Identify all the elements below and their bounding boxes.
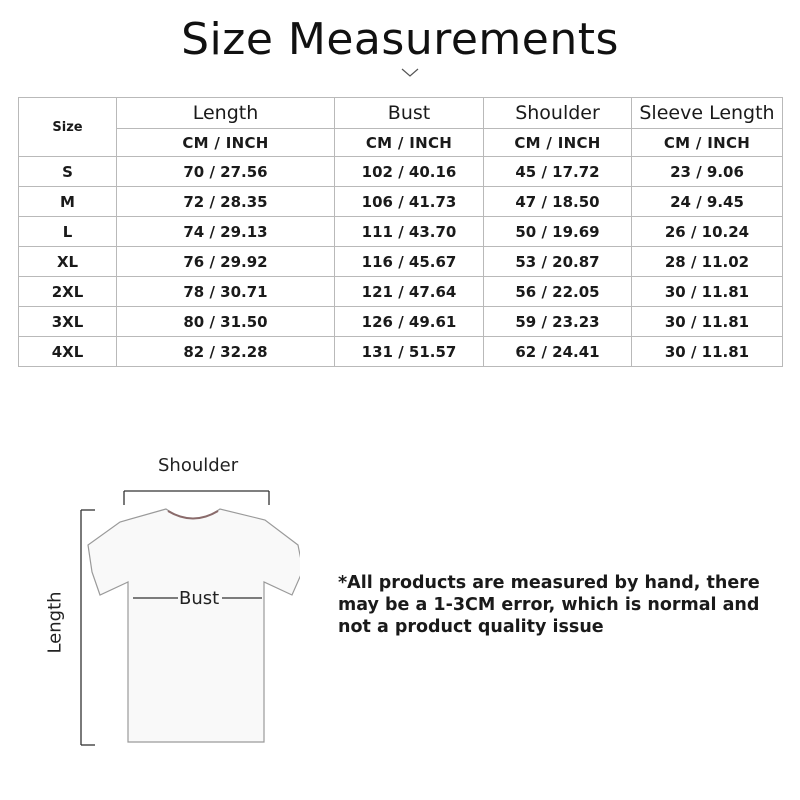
shoulder-cell: 62 / 24.41	[484, 337, 632, 367]
table-row	[19, 157, 783, 187]
sleeve-cell: 30 / 11.81	[632, 307, 783, 337]
sleeve-cell: 24 / 9.45	[632, 187, 783, 217]
sleeve-cell: 28 / 11.02	[632, 247, 783, 277]
unit-label: CM / INCH	[117, 129, 335, 157]
shoulder-cell: 45 / 17.72	[484, 157, 632, 187]
measurement-note: *All products are measured by hand, there may be a 1-3CM error, which is normal and not a product quality issue	[338, 573, 760, 637]
table-row	[19, 337, 783, 367]
shoulder-label: Shoulder	[158, 455, 239, 476]
length-label: Length	[44, 591, 66, 654]
bust-cell: 126 / 49.61	[335, 307, 484, 337]
chevron-down-icon	[401, 68, 419, 78]
shoulder-cell: 53 / 20.87	[484, 247, 632, 277]
table-row	[19, 247, 783, 277]
table-row	[19, 277, 783, 307]
length-cell: 80 / 31.50	[117, 307, 335, 337]
length-cell: 78 / 30.71	[117, 277, 335, 307]
shoulder-cell: 56 / 22.05	[484, 277, 632, 307]
length-cell: 82 / 32.28	[117, 337, 335, 367]
bust-cell: 121 / 47.64	[335, 277, 484, 307]
tshirt-diagram	[40, 450, 300, 770]
column-header-length: Length	[117, 98, 335, 129]
sleeve-cell: 26 / 10.24	[632, 217, 783, 247]
size-cell: 3XL	[19, 307, 117, 337]
size-cell: S	[19, 157, 117, 187]
tshirt-outline	[88, 509, 300, 742]
table-units-row	[19, 129, 783, 157]
unit-label: CM / INCH	[484, 129, 632, 157]
shoulder-cell: 50 / 19.69	[484, 217, 632, 247]
unit-label: CM / INCH	[335, 129, 484, 157]
bust-cell: 102 / 40.16	[335, 157, 484, 187]
table-header-row	[19, 98, 783, 129]
column-header-shoulder: Shoulder	[484, 98, 632, 129]
size-cell: 2XL	[19, 277, 117, 307]
bust-label: Bust	[179, 588, 220, 609]
shoulder-cell: 59 / 23.23	[484, 307, 632, 337]
bust-cell: 131 / 51.57	[335, 337, 484, 367]
table-row	[19, 307, 783, 337]
sleeve-cell: 30 / 11.81	[632, 277, 783, 307]
bust-cell: 111 / 43.70	[335, 217, 484, 247]
sleeve-cell: 30 / 11.81	[632, 337, 783, 367]
bust-cell: 106 / 41.73	[335, 187, 484, 217]
column-header-bust: Bust	[335, 98, 484, 129]
length-cell: 70 / 27.56	[117, 157, 335, 187]
table-row	[19, 217, 783, 247]
bust-cell: 116 / 45.67	[335, 247, 484, 277]
length-cell: 74 / 29.13	[117, 217, 335, 247]
shoulder-cell: 47 / 18.50	[484, 187, 632, 217]
column-header-sleeve-length: Sleeve Length	[632, 98, 783, 129]
size-cell: 4XL	[19, 337, 117, 367]
table-row	[19, 187, 783, 217]
size-cell: XL	[19, 247, 117, 277]
size-column-header: Size	[19, 98, 117, 157]
sleeve-cell: 23 / 9.06	[632, 157, 783, 187]
size-cell: L	[19, 217, 117, 247]
size-table	[18, 97, 783, 367]
length-cell: 76 / 29.92	[117, 247, 335, 277]
length-cell: 72 / 28.35	[117, 187, 335, 217]
size-cell: M	[19, 187, 117, 217]
unit-label: CM / INCH	[632, 129, 783, 157]
shoulder-measure-line	[124, 491, 269, 505]
page-title: Size Measurements	[181, 14, 619, 65]
